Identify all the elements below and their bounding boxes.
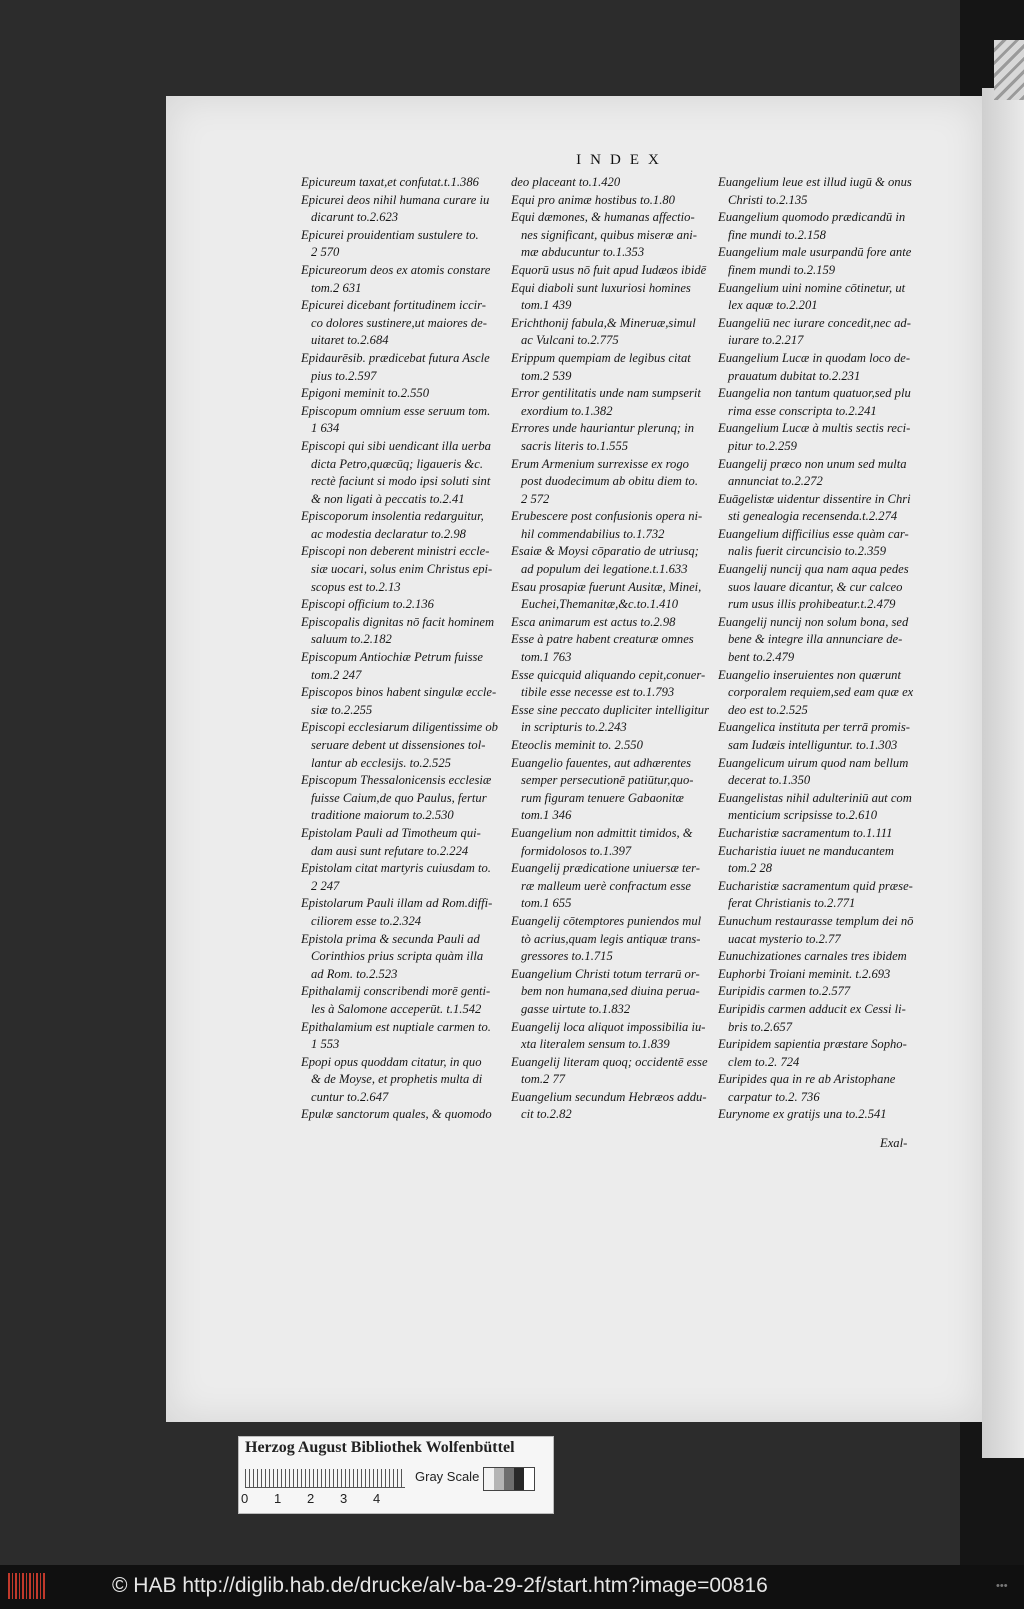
index-entry [511,315,715,350]
index-entry [301,227,505,262]
index-entry-headline: Eteoclis meminit to. 2.550 [511,738,643,752]
index-entry-continuation: sacris literis to.1.555 [521,438,629,453]
more-icon[interactable]: ••• [996,1580,1008,1592]
index-entry-headline: Episcopum omnium esse seruum tom. [301,403,491,418]
index-entry [718,983,922,1001]
index-entry [511,667,715,702]
index-entry [718,790,922,825]
index-entry-headline: Euangelij nuncij qua nam aqua pedes [718,562,909,577]
gray-swatch [494,1468,504,1490]
index-entry-headline: Euphorbi Troiani meminit. t.2.693 [718,966,891,981]
index-entry [718,174,922,209]
ruler-number: 1 [274,1491,282,1506]
index-entry-headline: Episcopi non deberent ministri eccle- [301,544,490,559]
hab-logo-icon [8,1573,46,1599]
index-entry [301,543,505,596]
index-entry-continuation: carpatur to.2. 736 [728,1089,820,1104]
index-entry [301,895,505,930]
index-entry-headline: Euangelio fauentes, aut adhærentes [511,755,692,770]
index-entry-headline: Euangelij loca aliquot impossibilia iu- [511,1019,706,1034]
index-entry-headline: Eunuchum restaurasse templum dei nō [718,913,914,928]
index-entry-continuation: dicarunt to.2.623 [311,210,399,225]
index-entry-continuation: fuisse Caium,de quo Paulus, fertur [311,790,487,805]
index-entry-headline: Eurynome ex gratijs una to.2.541 [718,1107,887,1122]
index-entry-continuation: 1 553 [311,1037,340,1052]
index-entry [511,913,715,966]
ruler-numbers [241,1491,409,1506]
index-entry-headline: Episcopalis dignitas nō facit hominem [301,614,495,629]
index-column-3 [718,174,922,1124]
index-entry [301,385,505,403]
index-entry-headline: Euangelij prædicatione uniuersæ ter- [511,861,700,876]
index-entry-headline: Episcopi qui sibi uendicant illa uerba [301,438,491,453]
index-entry [718,561,922,614]
index-entry-continuation: nes significant, quibus miseræ ani- [521,227,697,242]
ruler-number: 2 [307,1491,315,1506]
index-entry [511,966,715,1019]
index-entry [511,702,715,737]
library-name: Herzog August Bibliothek Wolfenbüttel [245,1439,515,1456]
index-entry-continuation: bene & integre illa annunciare de- [728,632,903,647]
index-entry-continuation: tom.2 631 [311,280,362,295]
index-entry-continuation: dam ausi sunt refutare to.2.224 [311,843,469,858]
index-entry [511,262,715,280]
index-entry [718,420,922,455]
page-header-index: INDEX [576,152,668,168]
index-entry [301,772,505,825]
index-entry-continuation: 1 634 [311,421,340,436]
index-entry [301,931,505,984]
index-entry [301,649,505,684]
index-entry-continuation: in scripturis to.2.243 [521,720,627,735]
index-entry-continuation: finem mundi to.2.159 [728,262,836,277]
index-entry-continuation: & de Moyse, et prophetis multa di [311,1072,483,1087]
index-entry-headline: Euāgelistæ uidentur dissentire in Chri [718,491,911,506]
index-entry-headline: Euangelium male usurpandū fore ante [718,245,912,260]
index-entry-headline: Eunuchizationes carnales tres ibidem [718,949,907,964]
index-entry [718,385,922,420]
index-entry-continuation: bem non humana,sed diuina perua- [521,984,700,999]
index-entry [718,755,922,790]
index-entry-continuation: sti genealogia recensenda.t.2.274 [728,509,898,524]
index-entry [301,1019,505,1054]
index-entry [301,1054,505,1107]
index-entry [301,192,505,227]
index-entry-continuation: Euchei,Themanitæ,&c.to.1.410 [521,597,679,612]
index-entry [301,1106,505,1124]
ruler-number: 3 [340,1491,348,1506]
index-entry-continuation: rima esse conscripta to.2.241 [728,403,877,418]
index-entry-continuation: fine mundi to.2.158 [728,227,826,242]
index-entry-continuation: menticium scripsisse to.2.610 [728,808,878,823]
index-entry-continuation: gasse uirtute to.1.832 [521,1001,631,1016]
index-entry [718,456,922,491]
index-entry-headline: Euangelij nuncij non solum bona, sed [718,614,909,629]
index-entry-headline: Euangeliū nec iurare concedit,nec ad- [718,315,911,330]
index-entry-headline: Equi pro animæ hostibus to.1.80 [511,192,675,207]
index-entry-headline: Euangelium Lucæ in quodam loco de- [718,350,911,365]
index-entry [511,192,715,210]
index-entry-headline: Esca animarum est actus to.2.98 [511,614,676,629]
index-entry-headline: Equi dæmones, & humanas affectio- [511,210,695,225]
index-entry-headline: Euangelia non tantum quatuor,sed plu [718,386,911,401]
index-entry [718,966,922,984]
index-entry [511,209,715,262]
index-entry-continuation: co dolores sustinere,ut maiores de- [311,315,487,330]
index-entry [511,456,715,509]
index-entry-headline: Episcopum Antiochiæ Petrum fuisse [301,650,484,665]
index-entry [301,825,505,860]
index-entry-headline: Esau prosapiæ fuerunt Ausitæ, Minei, [511,579,702,594]
index-entry-continuation: annunciat to.2.272 [728,474,823,489]
index-entry-continuation: ac Vulcani to.2.775 [521,333,619,348]
index-entry-continuation: tibile esse necesse est to.1.793 [521,685,675,700]
index-entry-continuation: decerat to.1.350 [728,773,811,788]
index-entry-headline: Epopi opus quoddam citatur, in quo [301,1054,482,1069]
index-entry-continuation: uacat mysterio to.2.77 [728,931,841,946]
index-entry [301,684,505,719]
index-entry-headline: Episcoporum insolentia redarguitur, [301,509,484,524]
index-entry-headline: Epistola prima & secunda Pauli ad [301,931,480,946]
index-entry-continuation: tò acrius,quam legis antiquæ trans- [521,931,701,946]
index-entry [718,719,922,754]
index-entry [718,1106,922,1124]
index-entry-continuation: formidolosos to.1.397 [521,843,632,858]
index-entry-continuation: Corinthios prius scripta quàm illa [311,949,484,964]
index-entry-continuation: rum usus illis prohibeatur.t.2.479 [728,597,896,612]
index-entry [301,350,505,385]
index-entry [718,491,922,526]
index-entry [301,614,505,649]
index-entry-headline: Erichthonij fabula,& Mineruæ,simul [511,315,696,330]
index-entry-headline: Erippum quempiam de legibus citat [511,350,691,365]
index-entry [718,315,922,350]
index-entry [718,1001,922,1036]
index-entry-headline: Epulæ sanctorum quales, & quomodo [301,1107,492,1122]
index-entry-headline: Error gentilitatis unde nam sumpserit [511,386,701,401]
index-entry-headline: Episcopi ecclesiarum diligentissime ob [301,720,498,735]
index-entry-headline: Epicureorum deos ex atomis constare [301,262,491,277]
adjacent-page-edge [982,88,1024,1458]
index-entry [718,825,922,843]
adjacent-page-corner [994,40,1024,100]
library-color-card [238,1436,554,1514]
index-entry [301,983,505,1018]
index-entry [301,860,505,895]
index-entry [511,737,715,755]
index-entry-continuation: gressores to.1.715 [521,949,613,964]
index-entry [511,508,715,543]
index-entry-headline: Episcopos binos habent singulæ eccle- [301,685,497,700]
gray-swatch [504,1468,514,1490]
index-entry-continuation: exordium to.1.382 [521,403,613,418]
index-entry-headline: Esse à patre habent creaturæ omnes [511,632,694,647]
index-entry-headline: Euangelium quomodo prædicandū in [718,210,906,225]
index-entry-continuation: post duodecimum ab obitu diem to. [521,474,698,489]
index-entry-continuation: bent to.2.479 [728,650,795,665]
index-entry [511,543,715,578]
index-entry-continuation: nalis fuerit circuncisio to.2.359 [728,544,886,559]
index-entry [718,913,922,948]
index-entry-headline: Euripidem sapientia præstare Sopho- [718,1037,907,1052]
index-entry-headline: Euangelium Christi totum terrarū or- [511,966,700,981]
index-entry-continuation: uitaret to.2.684 [311,333,389,348]
index-entry-headline: Euangelij cōtemptores puniendos mul [511,913,702,928]
index-entry-continuation: tom.1 346 [521,808,572,823]
index-entry-continuation: siæ to.2.255 [311,702,373,717]
index-entry-headline: Epidaurēsib. prædicebat futura Ascle [301,350,490,365]
index-entry-continuation: sam Iudæis intelliguntur. to.1.303 [728,738,898,752]
index-entry [511,350,715,385]
index-entry [511,174,715,192]
index-entry-headline: Epicurei deos nihil humana curare iu [301,192,490,207]
index-entry [301,508,505,543]
index-entry-headline: Esse sine peccato dupliciter intelligitur [511,702,709,717]
index-entry [718,667,922,720]
index-entry [718,350,922,385]
index-entry-continuation: siæ uocari, solus enim Christus epi- [311,562,493,577]
index-entry-continuation: iurare to.2.217 [728,333,804,348]
index-entry [511,280,715,315]
ruler-scale [245,1469,405,1488]
index-entry-headline: Euripidis carmen to.2.577 [718,984,851,999]
index-entry [511,860,715,913]
index-entry-continuation: 2 247 [311,878,340,893]
index-entry [511,755,715,825]
index-entry-continuation: saluum to.2.182 [311,632,392,647]
index-entry [511,1054,715,1089]
index-entry-continuation: tom.1 655 [521,896,572,911]
index-entry [511,579,715,614]
index-entry-headline: Erubescere post confusionis opera ni- [511,509,703,524]
index-entry-headline: Errores unde hauriantur plerunq; in [511,421,695,436]
index-entry [718,1036,922,1071]
index-entry [511,420,715,455]
index-entry-headline: Epithalamij conscribendi morē genti- [301,984,491,999]
index-entry [718,878,922,913]
index-entry [718,526,922,561]
index-entry-continuation: suos lauare dicantur, & cur calceo [728,579,903,594]
index-entry-continuation: cit to.2.82 [521,1107,572,1122]
index-entry [511,385,715,420]
index-entry-headline: Epicurei prouidentiam sustulere to. [301,227,479,242]
index-entry-headline: Euangelium leue est illud iugū & onus [718,175,912,189]
index-entry-headline: Erum Armenium surrexisse ex rogo [511,456,689,471]
index-entry-continuation: seruare debent ut dissensiones tol- [311,738,486,752]
index-entry-continuation: Christi to.2.135 [728,192,808,207]
gray-swatch [514,1468,524,1490]
index-entry-continuation: pius to.2.597 [311,368,377,383]
index-entry-headline: Episcopum Thessalonicensis ecclesiæ [301,773,492,788]
index-entry-continuation: lex aquæ to.2.201 [728,298,818,313]
index-entry-continuation: ad populum dei legatione.t.1.633 [521,562,688,577]
index-entry [301,174,505,192]
index-entry-headline: Episcopi officium to.2.136 [301,597,434,612]
index-entry-headline: Equorū usus nō fuit apud Iudæos ibidē [511,262,707,277]
index-entry [301,403,505,438]
index-entry-headline: Epistolam citat martyris cuiusdam to. [301,861,491,876]
index-entry [301,596,505,614]
index-entry-continuation: rectè faciunt si modo ipsi soluti sint [311,474,491,489]
index-entry-continuation: traditione maiorum to.2.530 [311,808,454,823]
index-entry-continuation: bris to.2.657 [728,1019,793,1034]
index-entry-headline: Eucharistiæ sacramentum quid præse- [718,878,913,893]
index-entry-continuation: 2 572 [521,491,550,506]
index-entry-headline: Euangelij præco non unum sed multa [718,456,907,471]
index-entry-continuation: cuntur to.2.647 [311,1089,389,1104]
index-entry-headline: Euangelium secundum Hebræos addu- [511,1089,707,1104]
index-entry-continuation: scopus est to.2.13 [311,579,401,594]
index-entry-headline: Epithalamium est nuptiale carmen to. [301,1019,491,1034]
index-entry-headline: Epistolarum Pauli illam ad Rom.diffi- [301,896,493,911]
index-entry-headline: Eucharistia iuuet ne manducantem [718,843,894,858]
index-entry-continuation: dicta Petro,quæcūq; ligaueris &c. [311,456,483,471]
index-entry-continuation: hil commendabilius to.1.732 [521,526,665,541]
index-entry [301,297,505,350]
index-entry-continuation: & non ligati à peccatis to.2.41 [311,491,465,506]
index-entry-continuation: tom.2 539 [521,368,572,383]
index-entry-continuation: ferat Christianis to.2.771 [728,896,856,911]
index-entry-continuation: semper persecutionē patiūtur,quo- [521,773,694,788]
footer-url-text[interactable]: © HAB http://diglib.hab.de/drucke/alv-ba-29-2f/start.htm?image=00816 [112,1574,768,1597]
index-entry-headline: Epistolam Pauli ad Timotheum qui- [301,825,481,840]
index-entry-continuation: tom.2 28 [728,861,773,876]
index-entry-headline: Euangelio inseruientes non quærunt [718,667,901,682]
index-entry-continuation: pitur to.2.259 [728,438,797,453]
index-entry-headline: Euangelij literam quoq; occidentē esse [511,1054,708,1069]
index-entry [511,1019,715,1054]
index-column-1 [301,174,505,1124]
ruler-number: 4 [373,1491,381,1506]
index-entry [718,1071,922,1106]
index-entry [718,209,922,244]
index-entry [511,614,715,632]
index-entry-headline: Eucharistiæ sacramentum to.1.111 [718,825,893,840]
index-entry-continuation: deo est to.2.525 [728,702,808,717]
index-entry-continuation: ac modestia declaratur to.2.98 [311,526,466,541]
index-entry-headline: Equi diaboli sunt luxuriosi homines [511,280,691,295]
gray-swatch [524,1468,534,1490]
catchword: Exal- [880,1136,908,1150]
index-entry-headline: Euripidis carmen adducit ex Cessi li- [718,1001,906,1016]
index-entry [718,948,922,966]
index-entry-headline: Euangelica instituta per terrā promis- [718,720,910,735]
index-entry [511,825,715,860]
index-entry-continuation: ciliorem esse to.2.324 [311,913,422,928]
index-entry-headline: Epicurei dicebant fortitudinem iccir- [301,298,486,313]
index-entry-continuation: mæ abducuntur to.1.353 [521,245,645,260]
gray-scale-label: Gray Scale [415,1469,480,1484]
index-entry-headline: Euangelium difficilius esse quàm car- [718,526,909,541]
index-entry-headline: Euangelium non admittit timidos, & [511,825,693,840]
index-entry-continuation: prauatum dubitat to.2.231 [728,368,861,383]
index-entry-headline: Euangelium Lucæ à multis sectis reci- [718,421,911,436]
index-entry [511,1089,715,1124]
index-entry-continuation: tom.2 247 [311,667,362,682]
index-entry-continuation: ad Rom. to.2.523 [311,966,398,981]
index-entry-continuation: clem to.2. 724 [728,1054,800,1069]
index-entry-headline: Esse quicquid aliquando cepit,conuer- [511,667,706,682]
index-entry [718,244,922,279]
index-entry-continuation: tom.1 439 [521,298,572,313]
index-entry-headline: Euripides qua in re ab Aristophane [718,1072,896,1087]
index-entry-headline: Euangelistas nihil adulteriniū aut com [718,790,912,805]
gray-scale-swatches [483,1467,535,1491]
index-entry-continuation: rum figuram tenuere Gabaonitæ [521,790,684,805]
index-entry-headline: Euangelicum uirum quod nam bellum [718,755,909,770]
gray-swatch [484,1468,494,1490]
index-entry-continuation: les à Salomone acceperūt. t.1.542 [311,1001,482,1016]
index-entry-continuation: tom.1 763 [521,650,572,665]
index-entry-continuation: lantur ab ecclesijs. to.2.525 [311,755,451,770]
index-entry-headline: Epicureum taxat,et confutat.t.1.386 [301,175,479,189]
index-entry [301,262,505,297]
index-entry [301,719,505,772]
index-entry [718,280,922,315]
index-entry-continuation: 2 570 [311,245,340,260]
index-entry [718,843,922,878]
index-entry-continuation: tom.2 77 [521,1072,566,1087]
index-column-2 [511,174,715,1124]
index-entry-continuation: ræ malleum uerè confractum esse [521,878,691,893]
index-entry [511,631,715,666]
index-entry-continuation: xta literalem sensum to.1.839 [521,1037,670,1052]
index-entry-headline: deo placeant to.1.420 [511,175,621,189]
index-entry-headline: Epigoni meminit to.2.550 [301,386,430,401]
ruler-number: 0 [241,1491,249,1506]
index-entry-headline: Euangelium uini nomine cōtinetur, ut [718,280,906,295]
index-entry [301,438,505,508]
index-entry-headline: Esaiæ & Moysi cōparatio de utriusq; [511,544,699,559]
index-entry [718,614,922,667]
index-entry-continuation: corporalem requiem,sed eam quæ ex [728,685,914,700]
